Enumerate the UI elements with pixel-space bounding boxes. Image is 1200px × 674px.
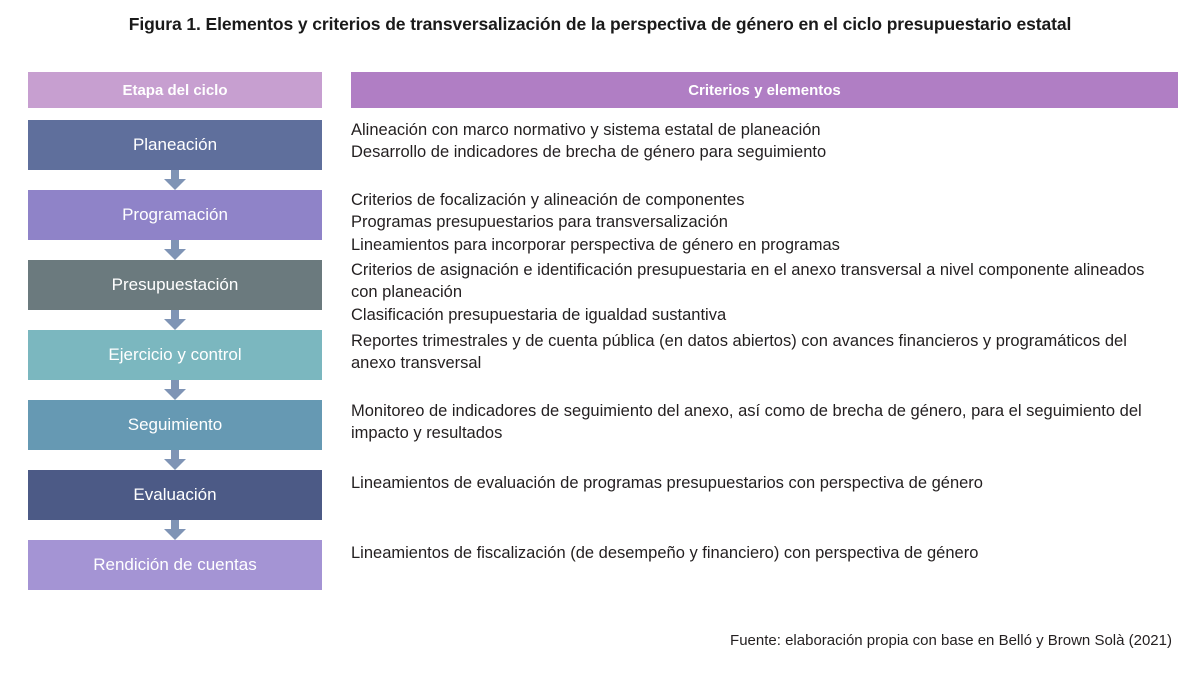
flow-arrow-2 bbox=[28, 240, 322, 260]
criteria-text-4 bbox=[351, 330, 1171, 375]
criteria-column bbox=[351, 120, 1178, 590]
stage-box-5[interactable] bbox=[28, 400, 322, 450]
stage-label: Seguimiento bbox=[127, 415, 223, 434]
header-etapa-del-ciclo: Etapa del ciclo bbox=[28, 72, 322, 108]
figure-source: Fuente: elaboración propia con base en Belló y Brown Solà (2021) bbox=[730, 632, 1172, 649]
stage-label: Planeación bbox=[132, 135, 218, 154]
stage-box-2[interactable] bbox=[28, 190, 322, 240]
diagram-body bbox=[28, 120, 1178, 590]
flow-arrow-3 bbox=[28, 310, 322, 330]
flow-arrow-1 bbox=[28, 170, 322, 190]
page-title: Figura 1. Elementos y criterios de transversalización de la perspectiva de género en el ciclo presupuestario estatal bbox=[128, 14, 1072, 34]
stage-label: Rendición de cuentas bbox=[93, 555, 257, 574]
stage-box-6[interactable] bbox=[28, 470, 322, 520]
stage-label: Programación bbox=[122, 205, 228, 224]
flow-arrow-6 bbox=[28, 520, 322, 540]
criteria-line: Criterios de asignación e identificación presupuestaria en el anexo transversal a nivel componente alineados con planeación bbox=[351, 261, 1145, 302]
criteria-text-7 bbox=[351, 542, 1171, 564]
criteria-line: Reportes trimestrales y de cuenta pública (en datos abiertos) con avances financieros y programáticos del anexo transversal bbox=[351, 332, 1127, 373]
stage-box-1[interactable] bbox=[28, 120, 322, 170]
flow-arrow-4 bbox=[28, 380, 322, 400]
stage-box-4[interactable] bbox=[28, 330, 322, 380]
criteria-line: Clasificación presupuestaria de igualdad sustantiva bbox=[351, 305, 727, 324]
stage-label: Evaluación bbox=[133, 485, 217, 504]
criteria-line: Desarrollo de indicadores de brecha de género para seguimiento bbox=[351, 143, 827, 162]
stage-box-3[interactable] bbox=[28, 260, 322, 310]
criteria-text-2 bbox=[351, 189, 1171, 256]
criteria-line: Lineamientos de evaluación de programas presupuestarios con perspectiva de género bbox=[351, 474, 983, 492]
stage-column bbox=[28, 120, 322, 590]
criteria-line: Criterios de focalización y alineación de componentes bbox=[351, 191, 745, 209]
criteria-line: Lineamientos de fiscalización (de desempeño y financiero) con perspectiva de género bbox=[351, 544, 979, 562]
criteria-text-1 bbox=[351, 119, 1171, 164]
header-criterios-y-elementos: Criterios y elementos bbox=[351, 72, 1178, 108]
criteria-line: Alineación con marco normativo y sistema estatal de planeación bbox=[351, 121, 821, 139]
criteria-line: Monitoreo de indicadores de seguimiento del anexo, así como de brecha de género, para el seguimiento del impacto y resultados bbox=[351, 402, 1142, 443]
criteria-text-6 bbox=[351, 472, 1171, 494]
criteria-text-3 bbox=[351, 259, 1171, 326]
flow-arrow-5 bbox=[28, 450, 322, 470]
diagram-header-row bbox=[28, 72, 1178, 108]
criteria-line: Lineamientos para incorporar perspectiva de género en programas bbox=[351, 235, 840, 254]
criteria-text-5 bbox=[351, 400, 1171, 445]
figure-diagram bbox=[28, 72, 1178, 590]
criteria-line: Programas presupuestarios para transversalización bbox=[351, 213, 728, 232]
stage-label: Presupuestación bbox=[111, 275, 239, 294]
stage-label: Ejercicio y control bbox=[108, 345, 242, 364]
stage-box-7[interactable] bbox=[28, 540, 322, 590]
